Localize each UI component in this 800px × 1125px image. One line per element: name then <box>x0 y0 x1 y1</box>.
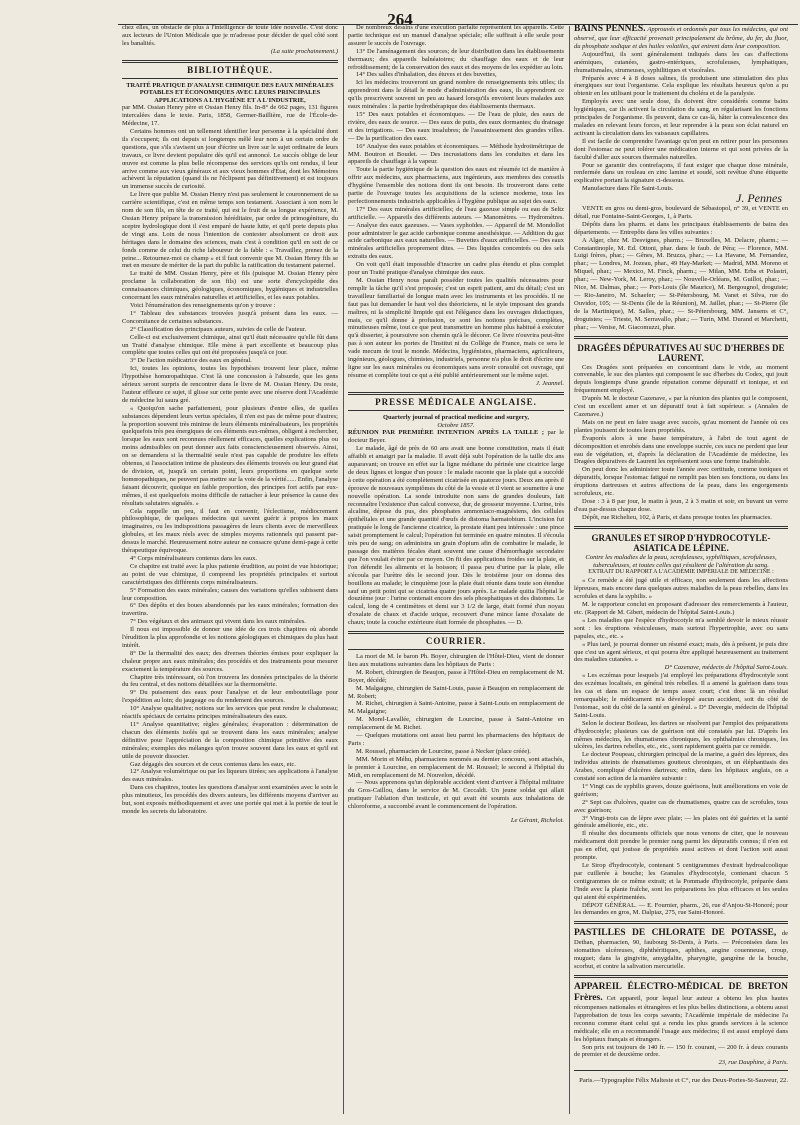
paragraph: 7° Des végétaux et des animaux qui vivent dans les eaux minérales. <box>130 618 306 626</box>
paragraph: — Nous apprenons qu'un déplorable accident vient d'arriver à l'hôpital militaire du Gros-Caillou, dans le service de M. Ceccaldi. Un jeune soldat qui allait pratiquer l'ablation d'un testicule, et qui avait été soumis aux inhalations de chloroforme, a succombé avant le commencement de l'opération. <box>348 779 564 811</box>
column-2 <box>348 24 564 1114</box>
divider <box>574 336 788 339</box>
ad-price: Son prix est toujours de 140 fr. — 150 fr. courant, — 200 fr. à deux courants de premier et de deuxième ordre. <box>574 1043 788 1059</box>
author-signature: J. Jeannel. <box>536 379 564 387</box>
paragraph: 11° Analyse quantitative; règles générales; évaporation : détermination de chacun des éléments isolés qui se trouvent dans les eaux minérales; analyse définitive pour l'appréciation de la composition chimique primitive des eaux minérales; exemples des mélanges qu'on trouve souvent dans les eaux et qu'il est utile de pouvoir dissocier. <box>122 721 338 760</box>
section-title-courrier: COURRIER. <box>425 636 487 647</box>
divider <box>574 975 788 978</box>
paragraph: On voit qu'il était impossible d'inscrire un cadre plus étendu et plus complet pour un Traité pratique d'analyse chimique des eaux. <box>348 261 564 277</box>
column-rule <box>569 26 570 1114</box>
bibliotheque-body <box>122 128 338 816</box>
paragraph: Toute la partie hygiénique de la question des eaux est résumée ici de manière à offrir aux médecins, aux pharmaciens, aux ingénieurs, aux membres des conseils d'hygiène l'ensemble des notions dont ils ont besoin. Ils trouveront dans cette partie de l'ouvrage toutes les acquisitions de la science moderne, tous les perfectionnements industriels applicables à l'hygiène publique au sujet des eaux. <box>348 166 564 205</box>
ad-subtitle: Contre les maladies de la peau, scrofuleuses, syphilitiques, scrofuleuses, tuberculeuses, et toutes celles qui résultent de l'altération du sang. <box>585 553 777 569</box>
paragraph: 13° De l'aménagement des sources; de leur distribution dans les établissements thermaux; des appareils balnéatoires; du chauffage des eaux et de leur refroidissement; de la conservation des eaux et des moyens de les expédier au loin. <box>348 47 564 71</box>
paragraph: 16° Analyse des eaux potables et économiques. — Méthode hydrotimétrique de MM. Boutron et Boudet. — Des incrustations dans les conduites et dans les appareils de chauffage à la vapeur. <box>348 142 564 166</box>
paragraph: Le Sirop d'hydrocotyle, contenant 5 centigrammes d'extrait hydroalcoolique par cuillerée à bouche; les Granules d'hydrocotyle, contenant chacun 5 centigrammes de ce même extrait; et la Pommade d'hydrocotyle, préparée dans l'Inde avec la plante fraîche, sont les préparations les plus efficaces et les seules qui aient été expérimentées. <box>574 862 788 901</box>
paragraph: Mais on ne peut en faire usage avec succès, qu'au moment de l'année où ces plantes jouissent de toutes leurs propriétés. <box>574 418 788 434</box>
paragraph: 6° Des dépôts et des boues abandonnés par les eaux minérales; formation des travertins. <box>122 602 338 618</box>
paragraph: 14° Des salles d'inhalation, des étuves et des buvettes, <box>356 71 497 79</box>
paragraph: Employés avec une seule dose, ils doivent être considérés comme bains hygiéniques, car ils activent la circulation du sang, en régularisant les fonctions principales de l'organisme. Ils peuvent, dans ce cas-là, hâter la convalescence des malades en relevant leurs forces, et leur reprendre à la peau son éclat naturel en activant la circulation dans les vaisseaux capillaires. <box>574 98 788 137</box>
report-heading: RÉUNION PAR PREMIÈRE INTENTION APRÈS LA TAILLE ; <box>348 429 545 437</box>
paragraph: 2° Sept cas d'ulcères, quatre cas de rhumatismes, quatre cas de scrofules, tous avec guérison; <box>574 798 788 814</box>
paragraph: 9° Du puisement des eaux pour l'analyse et de leur embouteillage pour l'expédition au loin; du jaugeage ou du rendement des sources. <box>122 689 338 705</box>
paragraph: Gaz dégagés des sources et de ceux contenus dans les eaux, etc. <box>130 760 296 768</box>
paragraph: Voici l'énumération des renseignements qu'on y trouve : <box>130 301 276 309</box>
paragraph: Aujourd'hui, ils sont généralement indiqués dans les cas d'affections anémiques, cutanées, gastro-entériques, scrofuleuses, lymphatiques, rhumatismales, strumeuses, syphilitiques et viscérales. <box>574 50 788 74</box>
paragraph: Ici, toutes les opinions, toutes les hypothèses trouvent leur place, même l'hypothèse homœopathique. C'est là une concession à l'absurde, que les gens sérieux seront surpris de rencontrer dans le livre de M. Ossian Henry. Du reste, l'auteur effleure ce sujet, il glisse sur cette pente avec une réserve dont l'Académie de médecine lui saura gré. <box>122 365 338 404</box>
ad-subtitle: Approuvés et ordonnés par tous les médecins, qui ont observé, que leur efficacité provenait principalement du brôme, du fer, du fluor, du phosphate sodique et des huiles volatiles, qui entrent dans leur composition. <box>574 26 788 50</box>
paragraph: VENTE en gros ou demi-gros, boulevard de Sébastopol, n° 39, et VENTE en détail, rue Fontaine-Saint-Georges, 1, à Paris. <box>574 205 788 220</box>
paragraph: Ces Dragées sont préparées en concentrant dans le vide, au moment convenable, le suc des plantes qui composent le suc d'herbes du Codex, qui jouit depuis longtemps d'une grande réputation comme dépuratif et tonique, et est fréquemment employé. <box>574 363 788 395</box>
ad-text: de Dethan, pharmacien, 90, faubourg St-Denis, à Paris. — Préconisées dans les stomatites ulcéreuses, diphthéritiques, aphthes, angine couenneuse, croup, muguet; dans la gingivite, amygdalite, pharyngite, gangrène de la bouche, scorbut, et contre la salivation mercurielle. <box>574 930 788 971</box>
paragraph: « Ce remède a été jugé utile et efficace, non seulement dans les affections lépreuses, mais encore dans quelques autres maladies de la peau rebelles, dans les scrofules et dans la syphilis. » <box>574 577 788 601</box>
section-title-presse: PRESSE MÉDICALE ANGLAISE. <box>375 396 537 407</box>
paragraph: Le malade, âgé de près de 60 ans avait une bonne constitution, mais il était affaibli et amaigri par la maladie. Il avait déjà subi l'opération de la taille dix ans auparavant; on trouve en effet sur la ligne médiane du périnée une cicatrice large de deux lignes et longue d'un pouce : le malade raconte que la plaie qui a succédé à cette opération a été complètement cicatrisée en quatorze jours. Deux ans après il éprouve de nouveaux symptômes du côté de la vessie et il vient se soumettre à une nouvelle opération. La sonde introduite non sans de grandes douleurs, fait reconnaître l'existence d'un calcul convexe, dur, de grosseur moyenne. L'urine, très alcaline, dépose du pus, des phosphates ammoniaco-magnésiens, des cellules épithéliales et une grande quantité d'œufs de distoma hæmatobium. L'incision fut pratiquée le long de l'ancienne cicatrice, la prostate étant peu intéressée : une pince saisit promptement le calcul; l'opération fut terminée en quatre minutes. Il s'écoula très peu de sang; on administra un grain d'opium afin de combattre le malade, le passage des matières fécales étant souvent une cause d'hémorrhagie secondaire que l'on voulait éviter par ce moyen. On fit des applications froides sur la plaie, et l'on défendit les aliments et la boisson; il passa peu d'urine par la plaie, elle s'écoula par l'urètre dès le second jour. Dès le troisième jour on donna des bouillons au malade; le cinquième jour la plaie était réunie dans toute son étendue sauf un petit point qui se cicatrisa quatre jours après. Le malade quitta l'hôpital le douzième jour : l'urine contenait encore des sels phosphatiques et des distomes. Le calcul, long de 4 centimètres et demi sur 3 1/2 de large, était formé d'un noyau d'oxalate de chaux et d'acide urique, recouvert d'une mince lame d'oxalate de chaux; toute la couche extérieure était formée de phosphates. — D. <box>348 445 564 627</box>
paragraph: Le traité de MM. Ossian Henry, père et fils (puisque M. Ossian Henry père proclame la collaboration de son fils) est une sorte d'encyclopédie des connaissances chimiques, géologiques, économiques, hygiéniques et industrielles concernant les eaux minérales naturelles et artificielles, et les eaux potables. <box>122 270 338 302</box>
divider <box>348 649 564 650</box>
paragraph: 2° Classification des principaux auteurs, suivies de celle de l'auteur. <box>130 325 307 333</box>
ad-pastilles-dethan <box>574 928 788 971</box>
section-title-bibliotheque: BIBLIOTHÈQUE. <box>187 64 273 75</box>
handwritten-signature: J. Pennes <box>736 191 782 206</box>
paragraph: Manufacture dans l'île Saint-Louis. <box>582 185 674 193</box>
paragraph: 15° Des eaux potables et économiques. — De l'eau de pluie, des eaux de rivière, des eaux de source. — Des eaux de puits, des eaux dormantes; du drainage et des irrigations. — Des eaux insalubres; de l'assainissement des grandes villes. — De la purification des eaux. <box>348 110 564 142</box>
ad-text: Cet appareil, pour lequel leur auteur a obtenu les plus hautes récompenses nationales et étrangères et les plus belles distinctions, a obtenu aussi l'approbation de tous les corps savants; l'Académie impériale de médecine l'a reconnu comme étant celui qui a rendu les plus grands services à la science médicale; elle en a recommandé l'usage aux médecins; il est aussi employé dans les hôpitaux français et étrangers. <box>574 994 788 1043</box>
paragraph: Certains hommes ont un tellement identifier leur personne à la spécialité dont ils s'occupent; ils ont depuis si longtemps mêlé leur nom à un certain ordre de questions, que s'ils s'avisent un jour d'écrire un livre sur le sujet ordinaire de leurs travaux, ce livre devient populaire dès qu'il est annoncé. Le succès oblige de leur œuvre est comme la plus belle récompense des services qu'ils ont rendus, il leur arrive comme aux vieux généraux et aux vieux hommes d'État, dont les Mémoires achèvent la réputation (quand ils ne l'éclipsent pas définitivement) et est toujours un immense succès de curiosité. <box>122 128 338 191</box>
paragraph: 10° Analyse qualitative; notions sur les services que peut rendre le chalumeau; réactifs spéciaux de certains principes minéralisateurs des eaux. <box>122 705 338 721</box>
paragraph: M. Roussel, pharmacien de Lourcine, passe à Necker (place créée). <box>356 747 531 755</box>
column-rule <box>343 26 344 1114</box>
paragraph: 1° Tableau des substances trouvées jusqu'à présent dans les eaux. — Concomitance de certaines substances. <box>122 309 338 325</box>
printer-imprint: Paris.—Typographie Félix Malteste et C°, rue des Deux-Portes-St-Sauveur, 22. <box>579 1077 788 1085</box>
ad-dragees-laurent <box>574 343 788 522</box>
ad-title: BAINS PENNES. <box>574 24 646 34</box>
divider <box>122 78 338 79</box>
book-info: par MM. Ossian Henry père et Ossian Henry fils. In-8° de 662 pages, 131 figures intercalées dans le texte. Paris, 1858, Germer-Baillière, rue de l'École-de-Médecine, 17. <box>122 104 338 128</box>
report-author: par le docteur Beyer. <box>348 429 564 445</box>
divider <box>574 1070 788 1071</box>
divider <box>574 526 788 529</box>
paragraph: Il résulte des documents officiels que nous venons de citer, que le nouveau médicament doit prendre le premier rang parmi les dépuratifs connus; il n'en est pas en effet, qui jouisse de propriétés aussi actives et dont l'action soit aussi prompte. <box>574 830 788 862</box>
paragraph: De nombreux dessins d'une exécution parfaite représentent les appareils. Cette partie technique est un manuel d'analyse spéciale; elle suffirait à elle seule pour assurer le succès de l'ouvrage. <box>348 24 564 47</box>
paragraph: D'après M. le docteur Cazenave, « par la réunion des plantes qui le composent, c'est un excellent amer et un dépuratif tout à fait supérieur. » (Annales de Cazenave.) <box>574 395 788 418</box>
ad-title: DRAGÉES DÉPURATIVES AU SUC D'HERBES DE LAURENT. <box>577 342 785 364</box>
paragraph: Préparés avec 4 à 8 doses salines, ils produisent une stimulation des plus énergiques sur tout l'organisme. Cela explique les résultats heureux qu'on a pu obtenir en les utilisant pour le traitement du choléra et de la paralysie. <box>574 74 788 98</box>
paragraph: Selon le docteur Boileau, les dartres se résolvent par l'emploi des préparations d'hydrocotyle; plusieurs cas de guérison ont été constatés par lui. D'après les mêmes médecins, les rhumatismes chroniques, les ophthalmies chroniques, les ulcères, les dartres rebelles, etc., etc., sont rapidement guéris par ce remède. <box>574 719 788 751</box>
paragraph: Dose : 3 à 8 par jour, le matin à jeun, 2 à 3 matin et soir, en buvant un verre d'eau par-dessus chaque dose. <box>574 497 788 513</box>
paragraph: M. Malgaigne, chirurgien de Saint-Louis, passe à Beaujon en remplacement de M. Robert; <box>348 684 564 700</box>
paragraph: Le livre que publie M. Ossian Henry n'est pas seulement le couronnement de sa carrière scientifique, c'est en même temps son testament. Associant à son nom le nom de son fils, en tête de ce traité, qui est le fruit de sa longue expérience, M. Ossian Henry prépare la transmission héréditaire, par ordre de primogéniture, du sceptre hydrologique dont il s'est emparé de haute lutte, et qu'il porte depuis plus de vingt ans. Loin de nous l'intention de contester absolument ce droit aux héritages dans le domaine des sciences, mais c'est à condition qu'il en soit de ce fonds comme de celui du riche laboureur de la fable : « Travaillez, prenez de la peine... Retournez-moi ce champ » et il faut convenir que M. Ossian Henry fils se met en mesure de mériter de la part du public la ratification du testament paternel. <box>122 191 338 270</box>
paragraph: 5° Formation des eaux minérales; causes des variations qu'elles subissent dans leur composition. <box>122 586 338 602</box>
paragraph: M. Robert, chirurgien de Beaujon, passe à l'Hôtel-Dieu en remplacement de M. Boyer, décédé; <box>348 668 564 684</box>
journal-date: Octobre 1857. <box>437 421 475 429</box>
paragraph: Évaporés alors à une basse température, à l'abri de tout agent de décomposition et enrobés dans une enveloppe sucrée, ces sucs ne perdent que leur eau de végétation, et, d'après la déclaration de l'Académie de médecine, les Dragées dépuratives de Laurent les représentent sous une forme inaltérable. <box>574 434 788 466</box>
paragraph: 12° Analyse volumétrique ou par les liqueurs titrées; ses applications à l'analyse des eaux minérales. <box>122 768 338 784</box>
paragraph: Dépôt, rue Richelieu, 102, à Paris, et dans presque toutes les pharmacies. <box>582 513 772 521</box>
page-number: 264 <box>387 10 413 29</box>
intro-note: (La suite prochainement.) <box>270 47 338 55</box>
paragraph: Pour se garantir des contrefaçons, il faut exiger que chaque dose minérale, renfermée dans un rouleau en zinc lamine et soudé, soit revêtue d'une étiquette explicative portant la signature ci-dessous. <box>574 161 788 185</box>
journal-title: Quarterly journal of practical medicine and surgery, <box>382 413 530 421</box>
divider <box>348 410 564 411</box>
column-3-advertisements <box>574 24 788 1114</box>
paragraph: MM. Morin et Méhu, pharmaciens nommés au dernier concours, sont attachés, le premier à Lourcine, en remplacement de M. Roussel; le second à l'hôpital du Midi, en remplacement de M. Nouvelon, décédé. <box>348 755 564 779</box>
divider <box>348 392 564 395</box>
paragraph: M. Morel-Lavallée, chirurgien de Lourcine, passe à Saint-Antoine en remplacement de M. Richet. <box>348 716 564 732</box>
divider <box>122 60 338 63</box>
ad-bains-pennes <box>574 24 788 332</box>
paragraph: La mort de M. le baron Ph. Boyer, chirurgien de l'Hôtel-Dieu, vient de donner lieu aux mutations suivantes dans les hôpitaux de Paris : <box>348 652 564 668</box>
paragraph: Ce chapitre est traité avec la plus patiente érudition, au point de vue historique; au point de vue chimique, il comprend les propriétés principales et surtout caractéristiques des différents corps minéralisateurs. <box>122 562 338 586</box>
paragraph: Dans ces chapitres, toutes les questions d'analyse sont examinées avec le soin le plus minutieux, les procédés des divers auteurs, les différents moyens d'arriver au but, sont exposés méthodiquement et avec une portée qui met à la portée de tout le monde les secrets du laboratoire. <box>122 784 338 815</box>
paragraph: 1° Vingt cas de syphilis graves, douze guérisons, huit améliorations en voie de guérison; <box>574 782 788 798</box>
divider <box>574 921 788 924</box>
column-1 <box>122 24 338 1114</box>
gerant-signature: Le Gérant, Richelot. <box>510 817 564 825</box>
paragraph: Ici les médecins trouveront un grand nombre de renseignements très utiles; ils apprendront dans le détail le mode d'administration des eaux, ils apprendront ce qu'ils prescrivent souvent un peu au hasard lorsqu'ils envoient leurs malades aux eaux minérales : la partie hydrothérapique des établissements thermaux. <box>348 79 564 111</box>
ad-address: 23, rue Dauphine, à Paris. <box>718 1059 788 1067</box>
paragraph: « Les eczémas pour lesquels j'ai employé les préparations d'hydrocotyle sont des eczémas localisés, en général très rebelles. Il a amené la guérison dans tous les cas et dans un espace de temps assez court; c'est donc là un résultat remarquable; le médicament m'a développé aucun accident, soit du côté de l'estomac, soit du côté de la santé en général. » D° Devergie, médecin de l'hôpital Saint-Louis. <box>574 672 788 719</box>
paragraph: Il est facile de comprendre l'avantage qu'on peut en retirer pour les personnes dont l'estomac ne peut tolérer une médication interne et qui sont privées de la faculté d'aller aux sources thermales naturelles. <box>574 137 788 161</box>
paragraph: D° Cazenave, médecin de l'hôpital Saint-Louis. <box>664 664 788 672</box>
divider <box>348 631 564 634</box>
paragraph: M. le rapporteur conclut en proposant d'adresser des remerciements à l'auteur, etc. (Rapport de M. Gibert, médecin de l'hôpital Saint-Louis.) <box>574 601 788 616</box>
paragraph: 3° De l'action médicatrice des eaux en général. <box>130 357 252 365</box>
paragraph: 17° Des eaux minérales artificielles; de l'eau gazeuse simple ou eau de Seltz artificielle. — Appareils des différents auteurs. — Manomètres. — Hydromètres. — Analyse des eaux gazeuses. — Vases syphoïdes. — Appareil de M. Mondollot pour administrer le gaz acide carbonique comme anesthésique. — Addition du gaz acide carbonique aux eaux naturelles. — Buvettes d'eaux artificielles. — Des eaux minérales artificielles proprement dites. — Des liquides concentrés ou des sels extraits des eaux. <box>348 205 564 261</box>
ad-hydrocotyle <box>574 533 788 918</box>
intro-text: chez elles, un obstacle de plus à l'intelligence de toute idée nouvelle. C'est donc aux lecteurs de l'Union Médicale que je m'adresse pour décider de quel côté sont les banalités. <box>122 24 338 47</box>
paragraph: A Alger, chez M. Desvignes, pharm.; — Bruxelles, M. Delacre, pharm.; — Constantinople, M. Ed. Ottoni, phar. dans le faub. de Péra; — Florence, MM. Luigi frères, phar.; — Gênes, M. Bruzza, phar.; — La Havane, M. Fernandez, phar.; — Londres, M. Jozeau, phar., 49 Hay-Market; — Madrid, MM. Moreno et Miquel, phar.; — Mexico, M. Finck, pharm.; — Milan, MM. Erba et Polastri, phar.; — New-York, M. Leroy, phar.; — Nouvelle-Orléans, M. Guillot, phar.; — Nice, M. Dalmas, phar.; — Port-Louis (île Maurice), M. Bergougnol, droguiste; — Rio-Janeiro, M. Schaefer; — St-Pétersbourg, M. Vanet et Silva, rue do Ouvidor, 105; — St-Denis (île de la Réunion), M. Jaillet, phar.; — St-Pierre (île de la Martinique), M. Salles, phar.; — St-Pétersbourg, MM. Jansens et C°, droguistes; — Trieste, M. Serravallo, phar.; — Turin, MM. Durand et Marchetti, phar.; — Venise, M. Giacomuzzi, phar. <box>574 236 788 331</box>
ad-appareil-breton <box>574 982 788 1067</box>
paragraph: Cela rappelle un peu, il faut en convenir, l'éclectisme, médiocrement philosophique, de quelques médecins qui savent guérir à propos les maux imaginaires, ou les indispositions passagères de leurs clients avec de merveilleux globules, et les maux réels avec de simples moyens rationnels qui passent par-dessus le marché. Heureusement notre auteur ne consacre qu'une demi-page à cette thérapeutique équivoque. <box>122 507 338 555</box>
paragraph: On peut donc les administrer toute l'année avec certitude, comme toniques et dépuratifs, lorsque l'estomac fatigué ne remplit pas bien ses fonctions, ou dans les éruptions dartreuses et autres affections de la peau, dans les engorgements scrofuleux, etc. <box>574 466 788 498</box>
paragraph: Il nous est impossible de donner une idée de ces trois chapitres où abonde l'érudition la plus approfondie et les notions géologiques et chimiques du plus haut intérêt. <box>122 626 338 649</box>
paragraph: « Plus tard, je pourrai donner un résumé exact; mais, dès à présent, je puis dire que c'est un agent sérieux, et qui pourra être appliqué heureusement au traitement des maladies cutanées. » <box>574 640 788 664</box>
ad-depot: DÉPOT GÉNÉRAL. — E. Fournier, pharm., 26, rue d'Anjou-St-Honoré; pour les demandes en gros, M. Dalpiaz, 275, rue Saint-Honoré. <box>574 901 788 917</box>
paragraph: 8° De la thermalité des eaux; des diverses théories émises pour expliquer la chaleur propre aux eaux minérales; des procédés et des instruments pour mesurer exactement la température des sources. <box>122 649 338 673</box>
ad-extract-heading: EXTRAIT DU RAPPORT A L'ACADÉMIE IMPÉRIALE DE MÉDECINE : <box>588 569 774 576</box>
paragraph: M. Richet, chirurgien à Saint-Antoine, passe à Saint-Louis en remplacement de M. Malgaigne; <box>348 700 564 716</box>
paragraph: Le docteur Poupeau, chirurgien principal de la marine, a guéri des lépreux, des individus atteints de rhumatismes goutteux chroniques, et un éléphantiasis des Arabes, compliqué d'ulcères dartreux; enfin, dans les hôpitaux anglais, on a constaté son action de la manière suivante : <box>574 751 788 783</box>
ad-title: APPAREIL ÉLECTRO-MÉDICAL DE BRETON Frères. <box>574 981 788 1003</box>
ad-title: GRANULES ET SIROP D'HYDROCOTYLE-ASIATICA DE LÉPINE. <box>591 532 771 554</box>
paragraph: « Quoiqu'on sache parfaitement, pour plusieurs d'entre elles, de quelles substances dépendent leurs vertus spéciales, il n'en est pas de même pour d'autres; la proportion souvent très minime de leurs éléments minéralisateurs, les propriétés quelquefois très peu énergiques de ces éléments eux-mêmes, obligent à rechercher, lorsque les eaux sont reconnues réellement efficaces, quelles explications plus ou moins admissibles on peut donner aux faits consciencieusement observés. Ainsi, on se demandera si la thermalité seule n'est pas capable de produire les effets obtenus, si l'association intime de plusieurs des éléments trouvés ou leur grand état de division, et, jusqu'à un certain point, leurs proportions en quelque sorte homœopathiques, ne peuvent pas mettre sur la voie de la vérité...... Enfin, l'analyse faisant découvrir, quoique en faible proportion, des principes fort actifs par eux-mêmes, il est quelquefois moins difficile de rattacher à leur présence la cause des résultats salutaires signalés. » <box>122 404 338 507</box>
book-title: TRAITÉ PRATIQUE D'ANALYSE CHIMIQUE DES EAUX MINÉRALES POTABLES ET ÉCONOMIQUES AVEC LEURS PRINCIPALES APPLICATIONS A L'HYGIÈNE ET A L'INDUSTRIE, <box>126 81 334 104</box>
paragraph: « Les maladies que l'espèce d'hydrocotyle m'a semblé devoir le mieux réussir sont : les éruptions vésiculeuses, mais surtout l'hypertrophie, avec ou sans papules, etc., etc. » <box>574 616 788 640</box>
paragraph: Celle-ci est exclusivement chimique, ainsi qu'il était nécessaire qu'elle fût dans un Traité d'analyse chimique. Elle mène à part excellente et beaucoup plus complète que toutes celles qui ont été proposées jusqu'à ce jour. <box>122 333 338 357</box>
paragraph: Chapitre très intéressant, où l'on trouvera les données principales de la théorie du feu central, et des notions détaillées sur la thermométrie. <box>122 673 338 689</box>
paragraph: 4° Corps minéralisateurs contenus dans les eaux. <box>130 554 257 562</box>
paragraph: 3° Vingt-trois cas de lèpre avec plaie; — les plaies ont été guéries et la santé générale améliorée, etc., etc. <box>574 814 788 830</box>
ad-title: PASTILLES DE CHLORATE DE POTASSE, <box>574 928 777 939</box>
paragraph: — Quelques mutations ont aussi lieu parmi les pharmaciens des hôpitaux de Paris : <box>348 732 564 747</box>
paragraph: M. Ossian Henry nous paraît posséder toutes les qualités nécessaires pour remplir la tâche qu'il s'est proposée; c'est un esprit patient, ami du détail; c'est un travailleur familiarisé de longue main avec les instruments et les procédés. Il ne faut pas lui demander le haut vol des théoriciens, ni le style imposant des grands maîtres, ni la simplicité limpide qui est l'élégance dans les ouvrages didactiques, mais, ce qu'il donne à profusion, ce sont les notions précises, complètes, minutieuses même, tout ce que peut transmettre un homme plus habitué à exécuter qu'à disserter, à poursuivre son chemin qu'à le décorer. Ce livre n'ouvrira peut-être pas à son auteur les portes de l'Institut ni du Collège de France, mais ce sera le vade mecum de tout le monde. Médecins, hygiénistes, pharmaciens, agriculteurs, ingénieurs, géologues, chimistes, industriels, personne n'a plus le droit d'écrire une ligne sur les eaux minérales ou économiques sans avoir consulté cet ouvrage, qui résume et complète tout ce qui a été publié antérieurement sur le même sujet. <box>348 277 564 379</box>
paragraph: Dépôts dans les pharm. et dans les principaux établissements de bains des départements. — Entrepôts dans les villes suivantes : <box>574 220 788 236</box>
